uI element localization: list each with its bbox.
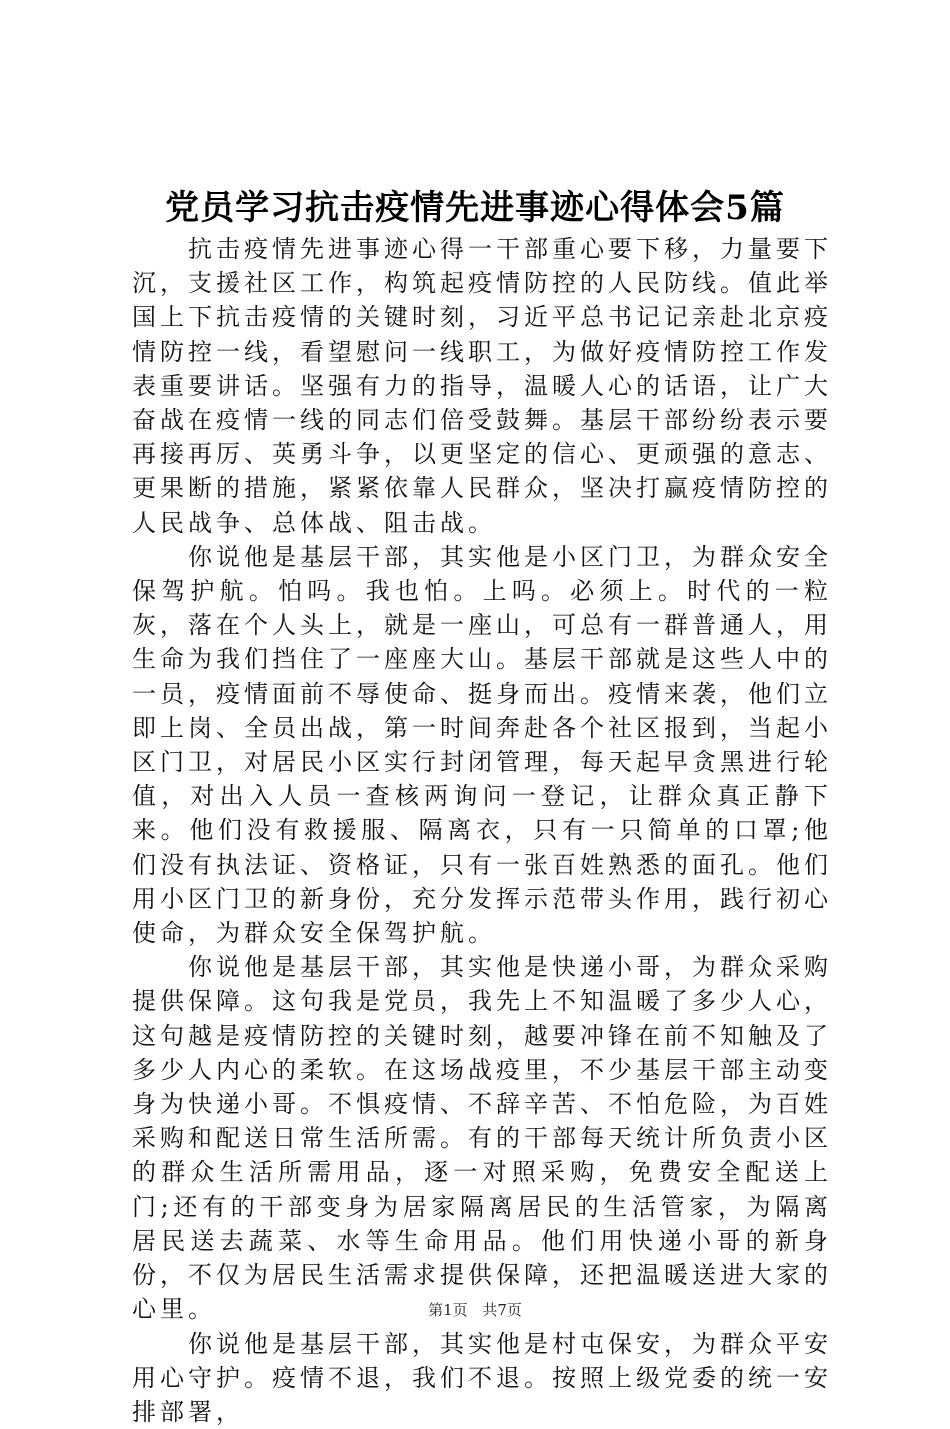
paragraph: 你说他是基层干部，其实他是快递小哥，为群众采购提供保障。这句我是党员，我先上不知温暖了多少人心，这句越是疫情防控的关键时刻，越要冲锋在前不知触及了多少人内心的柔软。在这场战疫里，不少基层干部主动变身为快递小哥。不惧疫情、不辞辛苦、不怕危险，为百姓采购和配送日常生活所需。有的干部每天统计所负责小区的群众生活所需用品，逐一对照采购，免费安全配送上门;还有的干部变身为居家隔离居民的生活管家，为隔离居民送去蔬菜、水等生命用品。他们用快递小哥的新身份，不仅为居民生活需求提供保障，还把温暖送进大家的心里。	[132, 950, 832, 1326]
paragraph: 你说他是基层干部，其实他是村屯保安，为群众平安用心守护。疫情不退，我们不退。按照上级党委的统一安排部署，	[132, 1327, 832, 1429]
paragraph: 你说他是基层干部，其实他是小区门卫，为群众安全保驾护航。怕吗。我也怕。上吗。必须上。时代的一粒灰，落在个人头上，就是一座山，可总有一群普通人，用生命为我们挡住了一座座大山。基层干部就是这些人中的一员，疫情面前不辱使命、挺身而出。疫情来袭，他们立即上岗、全员出战，第一时间奔赴各个社区报到，当起小区门卫，对居民小区实行封闭管理，每天起早贪黑进行轮值，对出入人员一查核两询问一登记，让群众真正静下来。他们没有救援服、隔离衣，只有一只简单的口罩;他们没有执法证、资格证，只有一张百姓熟悉的面孔。他们用小区门卫的新身份，充分发挥示范带头作用，践行初心使命，为群众安全保驾护航。	[132, 540, 832, 950]
paragraph: 抗击疫情先进事迹心得一干部重心要下移，力量要下沉，支援社区工作，构筑起疫情防控的人民防线。值此举国上下抗击疫情的关键时刻，习近平总书记记亲赴北京疫情防控一线，看望慰问一线职工，为做好疫情防控工作发表重要讲话。坚强有力的指导，温暖人心的话语，让广大奋战在疫情一线的同志们倍受鼓舞。基层干部纷纷表示要再接再厉、英勇斗争，以更坚定的信心、更顽强的意志、更果断的措施，紧紧依靠人民群众，坚决打赢疫情防控的人民战争、总体战、阻击战。	[132, 232, 832, 540]
page-footer	[0, 1300, 950, 1320]
document-title: 党员学习抗击疫情先进事迹心得体会5篇	[0, 183, 950, 233]
document-body	[132, 232, 832, 1429]
page-total: 共7页	[482, 1301, 522, 1319]
page-number: 第1页	[428, 1301, 468, 1319]
